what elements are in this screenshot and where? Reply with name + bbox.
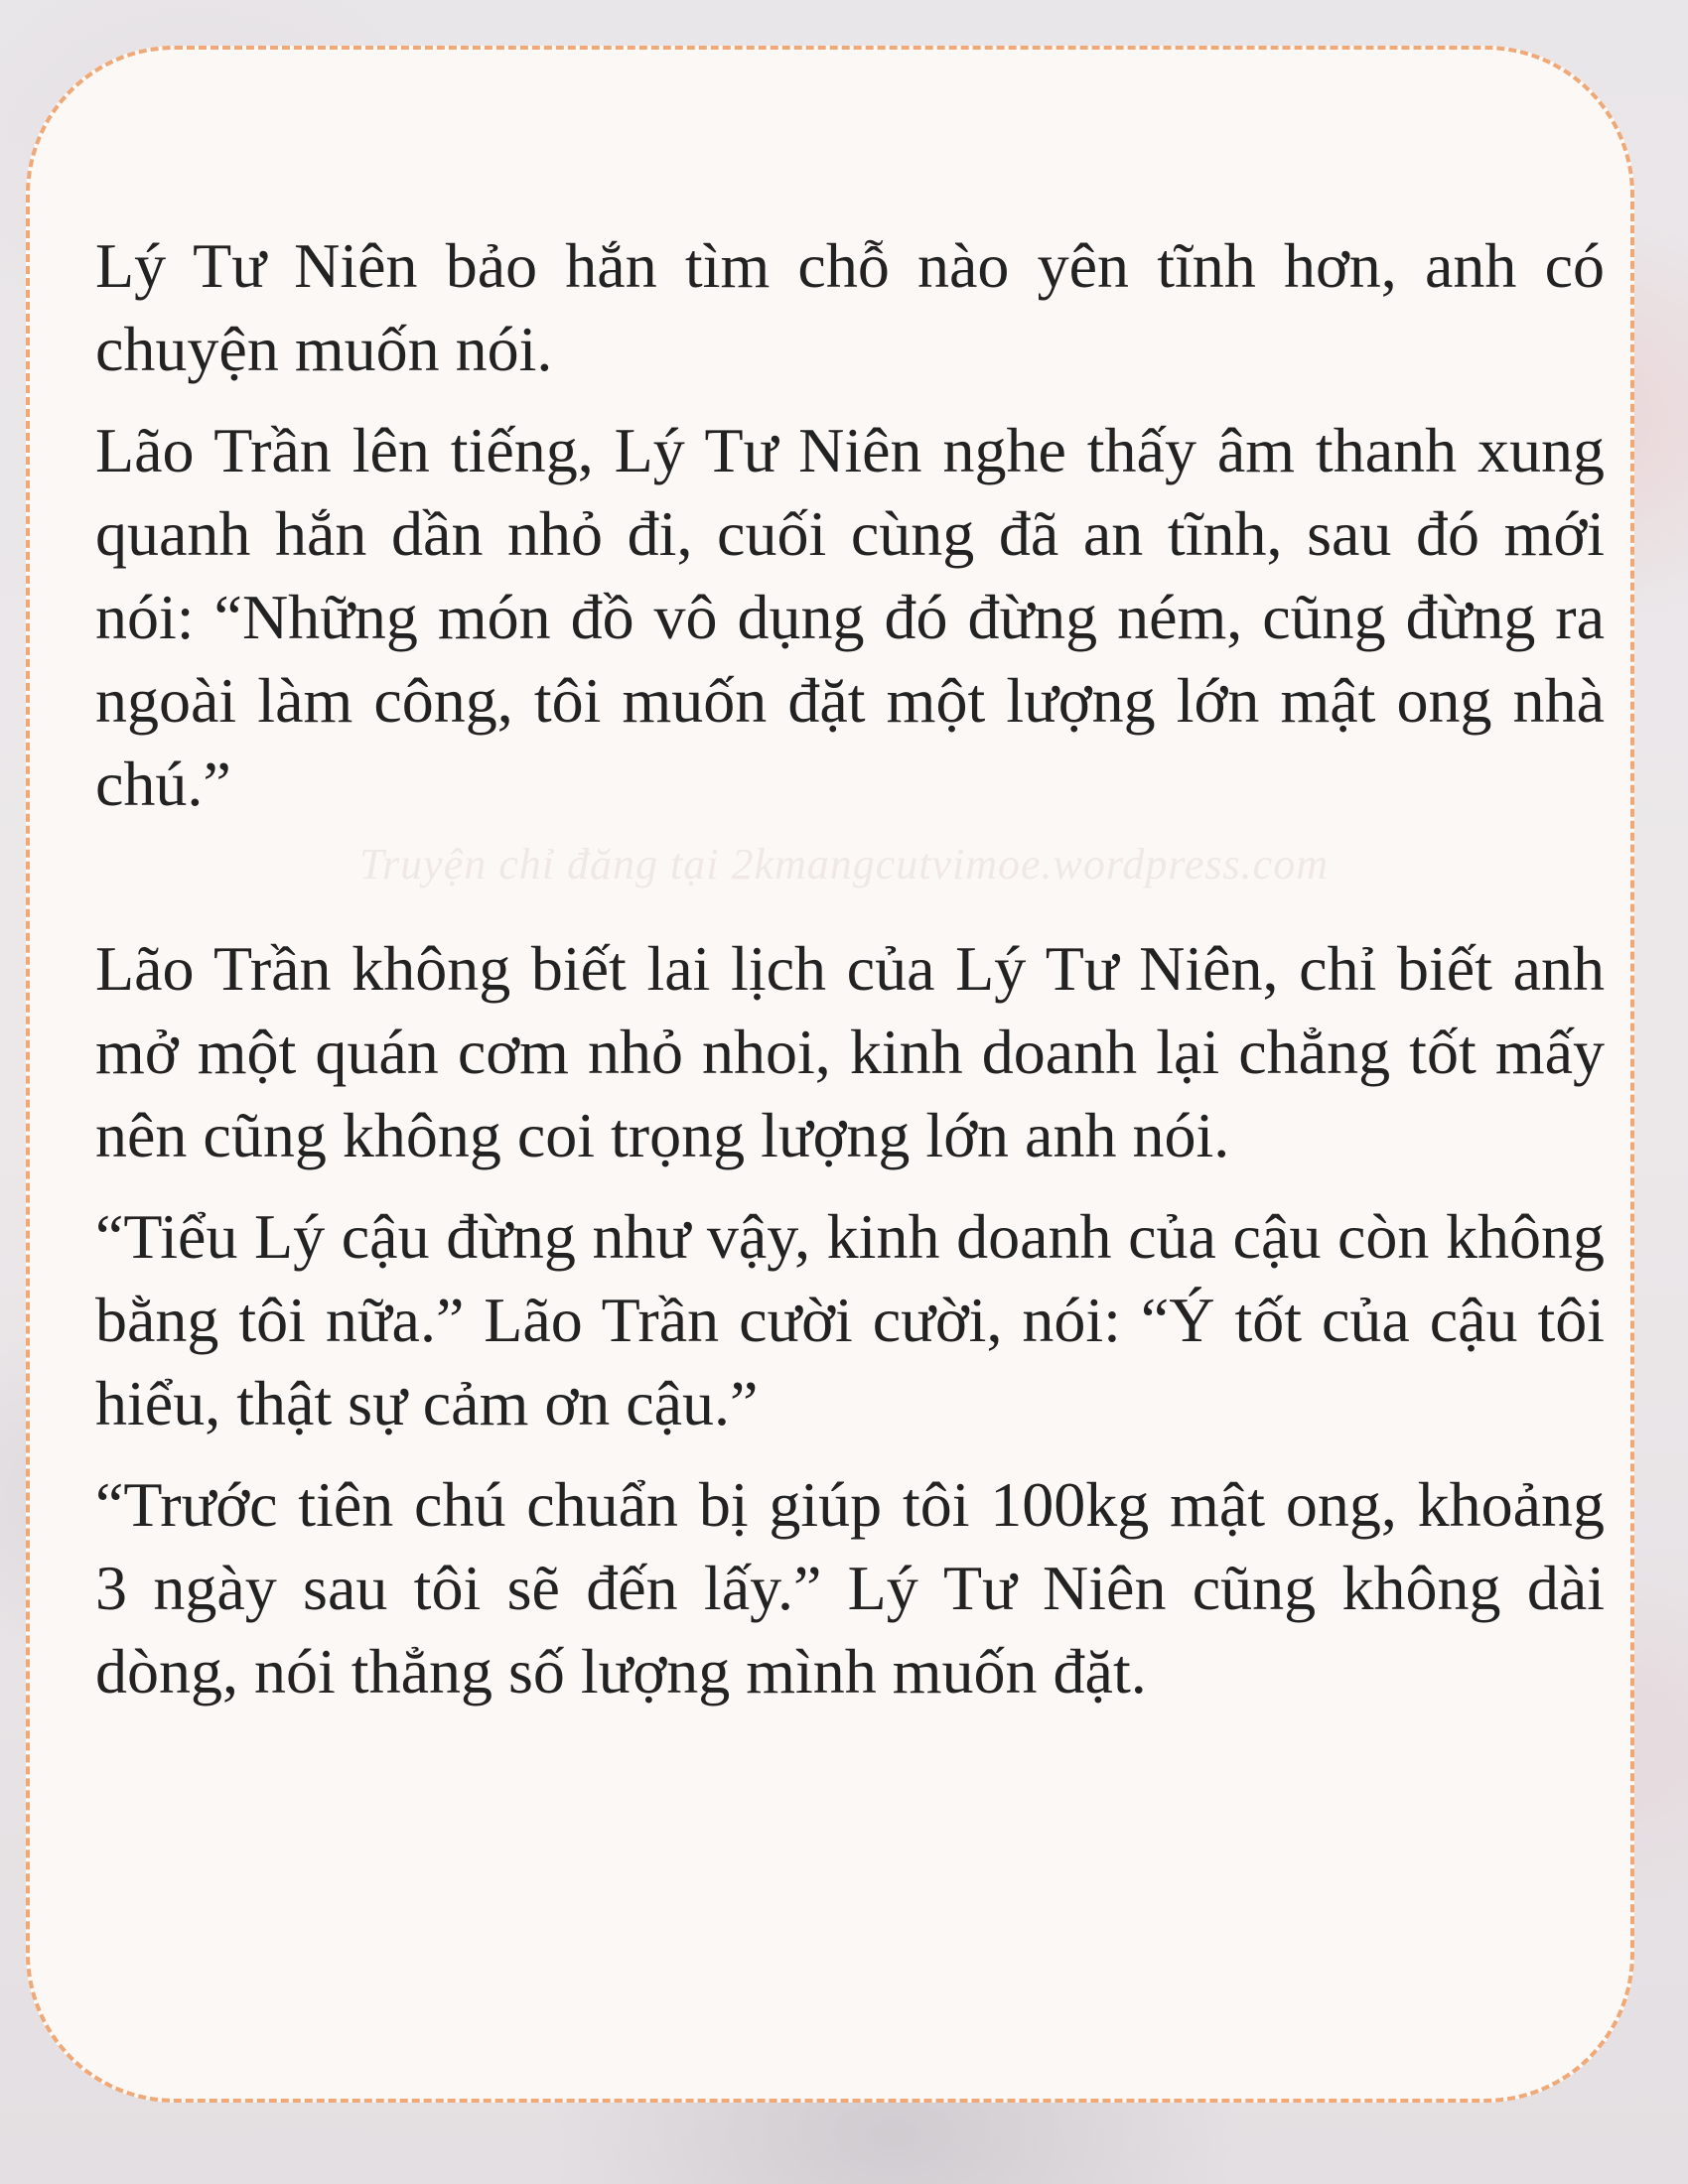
- paragraph-3: Lão Trần không biết lai lịch của Lý Tư Niên, chỉ biết anh mở một quán cơm nhỏ nhoi, kinh doanh lại chẳng tốt mấy nên cũng không coi trọng lượng lớn anh nói.: [95, 933, 1605, 1170]
- paragraph-4: “Tiểu Lý cậu đừng như vậy, kinh doanh của cậu còn không bằng tôi nữa.” Lão Trần cười cười, nói: “Ý tốt của cậu tôi hiểu, thật sự cảm ơn cậu.”: [95, 1201, 1605, 1438]
- watermark: Truyện chỉ đăng tại 2kmangcutvimoe.wordpress.com: [359, 840, 1329, 888]
- paragraph-5: “Trước tiên chú chuẩn bị giúp tôi 100kg mật ong, khoảng 3 ngày sau tôi sẽ đến lấy.” Lý Tư Niên cũng không dài dòng, nói thẳng số lượng mình muốn đặt.: [95, 1469, 1605, 1706]
- story-text: [95, 224, 1605, 1713]
- paragraph-1: Lý Tư Niên bảo hắn tìm chỗ nào yên tĩnh hơn, anh có chuyện muốn nói.: [95, 230, 1605, 384]
- paragraph-2: Lão Trần lên tiếng, Lý Tư Niên nghe thấy âm thanh xung quanh hắn dần nhỏ đi, cuối cùng đã an tĩnh, sau đó mới nói: “Những món đồ vô dụng đó đừng ném, cũng đừng ra ngoài làm công, tôi muốn đặt một lượng lớn mật ong nhà chú.”: [95, 415, 1605, 819]
